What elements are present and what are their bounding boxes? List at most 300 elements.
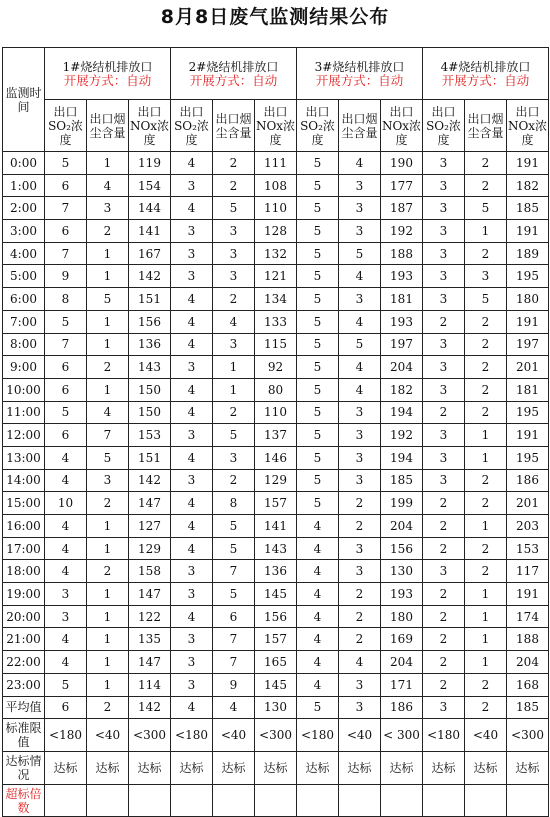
- table-cell: 2: [213, 469, 255, 492]
- table-row: [3, 152, 549, 175]
- table-cell: 142: [129, 469, 171, 492]
- table-cell: 2: [465, 469, 507, 492]
- row-label: 6:00: [3, 288, 45, 311]
- table-cell: 141: [255, 515, 297, 538]
- table-cell: 4: [297, 515, 339, 538]
- table-cell: 4: [297, 537, 339, 560]
- table-cell: 201: [507, 492, 549, 515]
- table-cell: 204: [381, 515, 423, 538]
- table-cell: 3: [171, 560, 213, 583]
- table-cell: 3: [171, 424, 213, 447]
- table-cell: 158: [129, 560, 171, 583]
- section-mode: 开展方式：自动: [315, 72, 404, 88]
- table-cell: 2: [213, 152, 255, 175]
- table-cell: 6: [45, 696, 87, 719]
- table-cell: 145: [255, 583, 297, 606]
- sub-header-row: [3, 100, 549, 152]
- table-cell: 92: [255, 356, 297, 379]
- table-cell: 4: [339, 356, 381, 379]
- row-label: 2:00: [3, 197, 45, 220]
- table-cell: [423, 785, 465, 817]
- table-cell: 130: [255, 696, 297, 719]
- row-label: 22:00: [3, 651, 45, 674]
- table-cell: 达标: [171, 752, 213, 785]
- table-cell: 3: [423, 356, 465, 379]
- table-cell: 3: [423, 220, 465, 243]
- table-cell: 129: [129, 537, 171, 560]
- table-cell: 4: [171, 401, 213, 424]
- table-cell: 4: [45, 515, 87, 538]
- table-cell: 1: [465, 651, 507, 674]
- table-cell: 3: [423, 333, 465, 356]
- table-cell: 3: [339, 560, 381, 583]
- table-cell: 2: [87, 560, 129, 583]
- table-cell: 150: [129, 401, 171, 424]
- table-cell: 192: [381, 220, 423, 243]
- table-cell: 2: [339, 492, 381, 515]
- table-cell: 3: [423, 446, 465, 469]
- table-cell: 1: [213, 356, 255, 379]
- table-row: [3, 220, 549, 243]
- table-cell: [129, 785, 171, 817]
- table-cell: 3: [171, 583, 213, 606]
- table-cell: <180: [423, 719, 465, 752]
- section-name: 4#烧结机排放口: [440, 59, 531, 74]
- column-header: 出口NOx浓度: [129, 100, 171, 152]
- table-cell: 153: [507, 537, 549, 560]
- table-cell: 4: [171, 310, 213, 333]
- table-cell: 3: [45, 605, 87, 628]
- average-row: [3, 696, 549, 719]
- table-cell: 143: [255, 537, 297, 560]
- table-cell: 2: [465, 378, 507, 401]
- table-cell: 197: [381, 333, 423, 356]
- table-cell: 5: [297, 333, 339, 356]
- table-cell: 1: [87, 673, 129, 696]
- table-cell: 5: [297, 378, 339, 401]
- table-cell: 2: [423, 401, 465, 424]
- table-cell: 154: [129, 174, 171, 197]
- table-cell: 5: [45, 673, 87, 696]
- row-label: 9:00: [3, 356, 45, 379]
- table-cell: 203: [507, 515, 549, 538]
- table-cell: 1: [465, 446, 507, 469]
- table-cell: 2: [423, 492, 465, 515]
- table-cell: 128: [255, 220, 297, 243]
- table-cell: 156: [381, 537, 423, 560]
- table-cell: 5: [339, 242, 381, 265]
- table-cell: 197: [507, 333, 549, 356]
- table-cell: 4: [171, 197, 213, 220]
- table-row: [3, 356, 549, 379]
- table-cell: 4: [45, 651, 87, 674]
- table-cell: 133: [255, 310, 297, 333]
- table-cell: 142: [129, 265, 171, 288]
- table-cell: 3: [339, 469, 381, 492]
- table-cell: 10: [45, 492, 87, 515]
- table-cell: 165: [255, 651, 297, 674]
- table-cell: 181: [507, 378, 549, 401]
- table-cell: 204: [381, 356, 423, 379]
- table-cell: 达标: [255, 752, 297, 785]
- table-cell: 194: [381, 401, 423, 424]
- limit-row: [3, 719, 549, 752]
- table-cell: <300: [507, 719, 549, 752]
- table-cell: 达标: [339, 752, 381, 785]
- table-cell: 4: [339, 152, 381, 175]
- table-cell: 5: [297, 265, 339, 288]
- table-cell: 156: [255, 605, 297, 628]
- row-label: 10:00: [3, 378, 45, 401]
- table-cell: 1: [87, 537, 129, 560]
- table-cell: 110: [255, 401, 297, 424]
- table-cell: <40: [87, 719, 129, 752]
- table-cell: 2: [87, 492, 129, 515]
- row-label: 1:00: [3, 174, 45, 197]
- table-cell: 6: [213, 605, 255, 628]
- table-cell: 146: [255, 446, 297, 469]
- table-row: [3, 583, 549, 606]
- table-cell: 5: [213, 537, 255, 560]
- table-cell: 3: [213, 446, 255, 469]
- table-cell: 185: [381, 469, 423, 492]
- table-cell: [87, 785, 129, 817]
- table-cell: < 300: [381, 719, 423, 752]
- row-label: 5:00: [3, 265, 45, 288]
- table-cell: 185: [507, 197, 549, 220]
- table-row: [3, 560, 549, 583]
- table-cell: 8: [213, 492, 255, 515]
- table-cell: [213, 785, 255, 817]
- table-cell: 达标: [45, 752, 87, 785]
- table-row: [3, 378, 549, 401]
- table-cell: 4: [171, 288, 213, 311]
- table-cell: <180: [45, 719, 87, 752]
- table-row: [3, 265, 549, 288]
- time-column-header: 监测时间: [3, 48, 45, 152]
- column-header: 出口NOx浓度: [381, 100, 423, 152]
- table-row: [3, 651, 549, 674]
- table-cell: 2: [213, 174, 255, 197]
- table-cell: 4: [87, 174, 129, 197]
- table-cell: 1: [213, 378, 255, 401]
- table-cell: 7: [45, 333, 87, 356]
- column-header: 出口NOx浓度: [507, 100, 549, 152]
- column-header: 出口SO₂浓度: [423, 100, 465, 152]
- table-cell: 2: [339, 605, 381, 628]
- table-cell: 80: [255, 378, 297, 401]
- table-cell: 110: [255, 197, 297, 220]
- table-cell: 2: [423, 537, 465, 560]
- table-cell: 168: [507, 673, 549, 696]
- table-cell: 3: [339, 537, 381, 560]
- table-cell: 157: [255, 628, 297, 651]
- table-cell: 191: [507, 310, 549, 333]
- table-cell: 2: [87, 696, 129, 719]
- table-cell: 4: [171, 152, 213, 175]
- table-cell: 186: [507, 469, 549, 492]
- table-cell: 2: [465, 242, 507, 265]
- table-row: [3, 197, 549, 220]
- row-label: 16:00: [3, 515, 45, 538]
- table-cell: 6: [45, 356, 87, 379]
- status-row: [3, 752, 549, 785]
- table-cell: 2: [465, 174, 507, 197]
- exceed-row: [3, 785, 549, 817]
- table-cell: [465, 785, 507, 817]
- table-cell: 达标: [87, 752, 129, 785]
- table-cell: 5: [297, 356, 339, 379]
- table-cell: 5: [45, 152, 87, 175]
- table-cell: 达标: [213, 752, 255, 785]
- table-cell: 2: [465, 356, 507, 379]
- table-cell: 2: [339, 583, 381, 606]
- table-row: [3, 628, 549, 651]
- table-cell: 3: [339, 174, 381, 197]
- section-header-2: [171, 48, 297, 100]
- table-cell: 3: [423, 288, 465, 311]
- table-row: [3, 242, 549, 265]
- table-cell: 2: [465, 152, 507, 175]
- table-cell: 147: [129, 583, 171, 606]
- table-cell: 达标: [507, 752, 549, 785]
- table-cell: 141: [129, 220, 171, 243]
- table-cell: [171, 785, 213, 817]
- table-cell: 4: [171, 378, 213, 401]
- table-cell: 2: [423, 515, 465, 538]
- table-cell: 5: [297, 242, 339, 265]
- table-cell: 3: [339, 401, 381, 424]
- column-header: 出口SO₂浓度: [297, 100, 339, 152]
- table-cell: 130: [381, 560, 423, 583]
- column-header: 出口NOx浓度: [255, 100, 297, 152]
- table-cell: 2: [465, 696, 507, 719]
- table-cell: 5: [297, 152, 339, 175]
- table-cell: 188: [381, 242, 423, 265]
- section-name: 2#烧结机排放口: [188, 59, 279, 74]
- section-header-4: [423, 48, 549, 100]
- table-cell: 6: [45, 174, 87, 197]
- table-cell: 122: [129, 605, 171, 628]
- table-cell: 3: [45, 583, 87, 606]
- table-cell: 4: [45, 446, 87, 469]
- table-cell: 2: [213, 288, 255, 311]
- table-cell: 177: [381, 174, 423, 197]
- table-cell: 157: [255, 492, 297, 515]
- table-row: [3, 174, 549, 197]
- table-cell: 153: [129, 424, 171, 447]
- row-label: 18:00: [3, 560, 45, 583]
- table-cell: 180: [507, 288, 549, 311]
- table-cell: 2: [213, 401, 255, 424]
- table-row: [3, 401, 549, 424]
- table-row: [3, 492, 549, 515]
- table-cell: 129: [255, 469, 297, 492]
- table-cell: 3: [171, 174, 213, 197]
- table-cell: 5: [297, 492, 339, 515]
- table-cell: 1: [87, 242, 129, 265]
- table-cell: 4: [297, 651, 339, 674]
- row-label: 3:00: [3, 220, 45, 243]
- table-cell: 144: [129, 197, 171, 220]
- table-cell: 4: [45, 560, 87, 583]
- table-cell: 2: [465, 673, 507, 696]
- row-label: 12:00: [3, 424, 45, 447]
- table-cell: 1: [87, 378, 129, 401]
- table-cell: 4: [339, 310, 381, 333]
- table-cell: 114: [129, 673, 171, 696]
- table-cell: 3: [339, 197, 381, 220]
- column-header: 出口烟尘含量: [213, 100, 255, 152]
- table-cell: 151: [129, 288, 171, 311]
- column-header: 出口SO₂浓度: [171, 100, 213, 152]
- table-cell: 1: [465, 628, 507, 651]
- table-cell: 3: [171, 628, 213, 651]
- table-cell: 1: [87, 515, 129, 538]
- table-cell: 3: [423, 696, 465, 719]
- table-cell: 204: [381, 651, 423, 674]
- table-cell: 193: [381, 265, 423, 288]
- table-cell: <300: [255, 719, 297, 752]
- table-cell: 6: [45, 220, 87, 243]
- row-label: 21:00: [3, 628, 45, 651]
- table-cell: 4: [339, 378, 381, 401]
- table-cell: 3: [339, 673, 381, 696]
- table-cell: 4: [297, 560, 339, 583]
- table-cell: 4: [171, 696, 213, 719]
- table-row: [3, 288, 549, 311]
- table-cell: <40: [339, 719, 381, 752]
- table-cell: 2: [465, 560, 507, 583]
- table-cell: 189: [507, 242, 549, 265]
- table-cell: 3: [423, 378, 465, 401]
- table-cell: 191: [507, 152, 549, 175]
- row-label: 11:00: [3, 401, 45, 424]
- table-cell: 204: [507, 651, 549, 674]
- table-cell: 5: [213, 197, 255, 220]
- row-label: 14:00: [3, 469, 45, 492]
- table-cell: 2: [465, 537, 507, 560]
- table-cell: 7: [213, 628, 255, 651]
- table-cell: 达标: [423, 752, 465, 785]
- row-label: 17:00: [3, 537, 45, 560]
- table-cell: 5: [213, 515, 255, 538]
- section-mode: 开展方式：自动: [189, 72, 278, 88]
- table-cell: 9: [45, 265, 87, 288]
- table-cell: 4: [297, 673, 339, 696]
- table-cell: 1: [465, 605, 507, 628]
- table-cell: [297, 785, 339, 817]
- table-cell: 187: [381, 197, 423, 220]
- table-cell: 127: [129, 515, 171, 538]
- table-cell: 5: [297, 424, 339, 447]
- column-header: 出口烟尘含量: [339, 100, 381, 152]
- section-header-1: [45, 48, 171, 100]
- column-header: 出口烟尘含量: [465, 100, 507, 152]
- table-cell: <300: [129, 719, 171, 752]
- table-cell: 4: [171, 515, 213, 538]
- table-cell: 2: [423, 628, 465, 651]
- table-cell: 182: [381, 378, 423, 401]
- table-cell: <180: [171, 719, 213, 752]
- table-cell: 137: [255, 424, 297, 447]
- table-cell: 194: [381, 446, 423, 469]
- table-cell: 3: [87, 469, 129, 492]
- table-cell: 5: [213, 424, 255, 447]
- row-label: 超标倍数: [3, 785, 45, 817]
- table-cell: 117: [507, 560, 549, 583]
- table-cell: 3: [213, 265, 255, 288]
- table-cell: 4: [171, 492, 213, 515]
- row-label: 标准限值: [3, 719, 45, 752]
- table-cell: 5: [87, 288, 129, 311]
- section-name: 1#烧结机排放口: [62, 59, 153, 74]
- table-cell: 201: [507, 356, 549, 379]
- table-cell: 7: [87, 424, 129, 447]
- page-title: 8月8日废气监测结果公布: [160, 6, 390, 28]
- row-label: 20:00: [3, 605, 45, 628]
- table-cell: 1: [465, 424, 507, 447]
- table-cell: 1: [87, 333, 129, 356]
- table-cell: 6: [45, 378, 87, 401]
- row-label: 19:00: [3, 583, 45, 606]
- table-cell: 达标: [465, 752, 507, 785]
- table-cell: 147: [129, 492, 171, 515]
- table-cell: 4: [171, 605, 213, 628]
- table-cell: [255, 785, 297, 817]
- table-cell: 达标: [129, 752, 171, 785]
- table-cell: 3: [339, 220, 381, 243]
- table-cell: 134: [255, 288, 297, 311]
- table-cell: 188: [507, 628, 549, 651]
- table-cell: 150: [129, 378, 171, 401]
- table-cell: 2: [87, 356, 129, 379]
- table-cell: 2: [87, 220, 129, 243]
- table-cell: 3: [87, 197, 129, 220]
- table-cell: 2: [423, 673, 465, 696]
- table-cell: 3: [423, 174, 465, 197]
- table-cell: 3: [171, 265, 213, 288]
- table-cell: 191: [507, 583, 549, 606]
- table-cell: 达标: [297, 752, 339, 785]
- table-cell: 2: [339, 628, 381, 651]
- table-cell: 3: [339, 288, 381, 311]
- table-cell: 1: [87, 265, 129, 288]
- table-cell: 145: [255, 673, 297, 696]
- table-cell: 4: [339, 265, 381, 288]
- table-cell: 136: [255, 560, 297, 583]
- table-cell: [339, 785, 381, 817]
- table-cell: 7: [213, 651, 255, 674]
- table-cell: 182: [507, 174, 549, 197]
- table-cell: 1: [87, 651, 129, 674]
- table-cell: 4: [87, 401, 129, 424]
- section-header-3: [297, 48, 423, 100]
- table-cell: 9: [213, 673, 255, 696]
- table-cell: 4: [297, 605, 339, 628]
- table-cell: 3: [213, 333, 255, 356]
- table-row: [3, 537, 549, 560]
- table-cell: 1: [465, 220, 507, 243]
- table-cell: 3: [423, 152, 465, 175]
- section-mode: 开展方式：自动: [441, 72, 530, 88]
- table-cell: 119: [129, 152, 171, 175]
- table-cell: 5: [465, 197, 507, 220]
- table-cell: 3: [171, 469, 213, 492]
- table-cell: [381, 785, 423, 817]
- table-cell: 7: [213, 560, 255, 583]
- table-cell: 5: [297, 401, 339, 424]
